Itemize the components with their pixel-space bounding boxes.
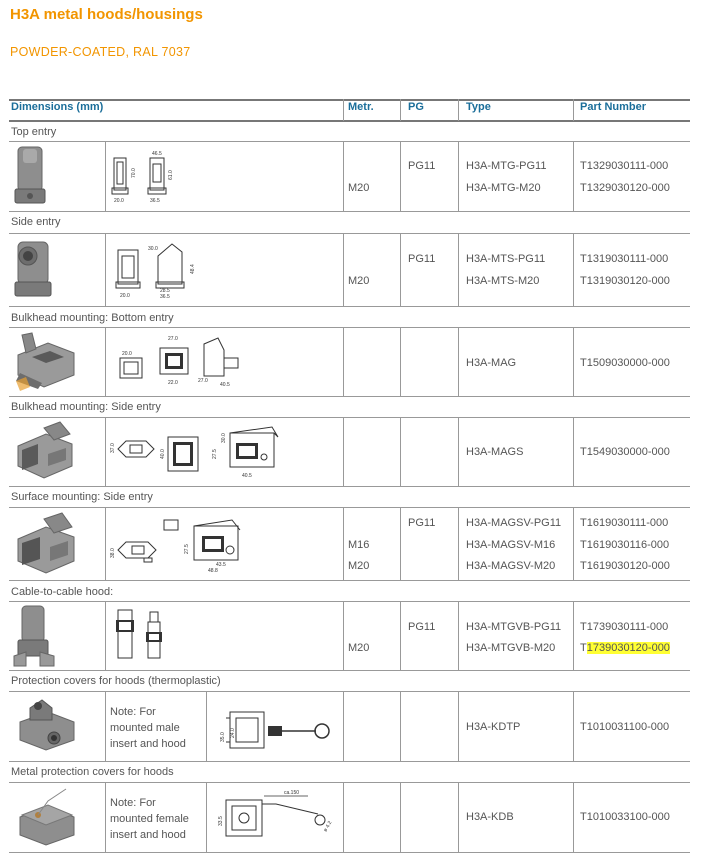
col-divider [400, 691, 401, 761]
metr-value: M20 [348, 182, 370, 194]
row-rule [9, 306, 690, 307]
dim-label: 27.0 [168, 336, 178, 342]
dim-label: 33.5 [218, 816, 224, 826]
header-pg: PG [408, 101, 424, 113]
type-value: H3A-MTG-PG11 [466, 160, 547, 172]
col-divider [458, 507, 459, 580]
col-divider [573, 233, 574, 306]
type-value: H3A-MAG [466, 357, 517, 369]
col-divider [206, 691, 207, 761]
hood-photo-side-entry [10, 238, 58, 302]
page-subtitle: POWDER-COATED, RAL 7037 [10, 45, 191, 59]
dim-label: 36.5 [150, 198, 160, 204]
type-value: H3A-MTGVB-M20 [466, 642, 556, 654]
hood-photo-top-entry [10, 145, 50, 207]
col-divider [343, 782, 344, 852]
col-divider [573, 417, 574, 486]
col-divider [400, 233, 401, 306]
part-number-value: T1619030111-000 [580, 517, 669, 529]
row-rule [9, 601, 690, 602]
dim-label: 20.0 [120, 293, 130, 299]
col-divider [573, 601, 574, 670]
section-title-protection-covers: Protection covers for hoods (thermoplastic) [11, 675, 221, 687]
col-divider [105, 782, 106, 852]
col-divider [573, 327, 574, 396]
metr-value: M16 [348, 539, 370, 551]
dim-label: 27.0 [198, 378, 208, 384]
part-number-value: T1739030111-000 [580, 621, 669, 633]
col-divider [105, 327, 106, 396]
dim-label: 20.0 [114, 198, 124, 204]
hood-photo-bulkhead-bottom [8, 331, 84, 393]
header-dimensions: Dimensions (mm) [11, 101, 104, 113]
section-title-top-entry: Top entry [11, 126, 57, 138]
col-divider [400, 782, 401, 852]
table-top-rule [9, 99, 690, 101]
col-divider [206, 782, 207, 852]
col-divider [400, 601, 401, 670]
dim-label: 48.8 [208, 568, 218, 574]
row-rule [9, 396, 690, 397]
part-number-value: T1619030120-000 [580, 560, 670, 572]
row-rule [9, 327, 690, 328]
col-divider [343, 417, 344, 486]
col-divider [458, 782, 459, 852]
col-divider [458, 601, 459, 670]
col-divider [573, 691, 574, 761]
part-number-value: T1329030111-000 [580, 160, 669, 172]
part-number-value: T1010033100-000 [580, 811, 670, 823]
table-bottom-rule [9, 852, 690, 853]
drawing-surface-side [112, 514, 262, 574]
dim-label: 27.5 [184, 544, 190, 554]
type-value: H3A-MTS-M20 [466, 275, 540, 287]
hood-photo-cable-to-cable [10, 604, 58, 668]
dim-label: 36.5 [160, 294, 170, 300]
part-number-value: T1010031100-000 [580, 721, 670, 733]
type-value: H3A-MTGVB-PG11 [466, 621, 562, 633]
type-value: H3A-MTS-PG11 [466, 253, 546, 265]
dim-label: 40.5 [220, 382, 230, 388]
section-title-cable-to-cable: Cable-to-cable hood: [11, 586, 114, 598]
col-divider [343, 141, 344, 211]
col-divider [343, 327, 344, 396]
header-type: Type [466, 101, 491, 113]
header-metr: Metr. [348, 101, 374, 113]
section-title-bulkhead-bottom: Bulkhead mounting: Bottom entry [11, 312, 174, 324]
row-rule [9, 211, 690, 212]
row-rule [9, 486, 690, 487]
col-divider [458, 99, 459, 121]
col-divider [573, 782, 574, 852]
col-divider [343, 99, 344, 121]
col-divider [458, 327, 459, 396]
header-rule [9, 120, 690, 122]
col-divider [400, 99, 401, 121]
col-divider [458, 141, 459, 211]
dim-label: 48.4 [190, 264, 196, 274]
col-divider [458, 233, 459, 306]
dim-label: ca.150 [284, 790, 300, 796]
row-rule [9, 761, 690, 762]
dim-label: 40.5 [242, 473, 252, 479]
row-rule [9, 670, 690, 671]
dim-label: 46.5 [152, 151, 162, 157]
section-title-surface-side: Surface mounting: Side entry [11, 491, 153, 503]
row-rule [9, 141, 690, 142]
note-line: Note: For [110, 706, 156, 718]
metr-value: M20 [348, 642, 370, 654]
page-title: H3A metal hoods/housings [10, 6, 203, 23]
type-value: H3A-KDB [466, 811, 514, 823]
hood-photo-surface-side [8, 511, 86, 577]
part-number-value: T1319030111-000 [580, 253, 669, 265]
type-value: H3A-MAGSV-M20 [466, 560, 556, 572]
col-divider [105, 507, 106, 580]
dim-label: 61.0 [168, 170, 174, 180]
col-divider [343, 601, 344, 670]
part-number-value: T1329030120-000 [580, 182, 670, 194]
dim-label: 24.0 [230, 728, 236, 738]
row-rule [9, 233, 690, 234]
dim-label: 22.0 [168, 380, 178, 386]
hood-photo-bulkhead-side [8, 420, 84, 482]
drawing-cable-to-cable [112, 606, 172, 666]
header-part-number: Part Number [580, 101, 647, 113]
row-rule [9, 507, 690, 508]
part-number-value: T1319030120-000 [580, 275, 670, 287]
col-divider [573, 507, 574, 580]
drawing-protection-cover [212, 698, 338, 756]
cover-photo-thermoplastic [8, 694, 84, 756]
pg-value: PG11 [408, 621, 436, 633]
drawing-top-entry [110, 150, 180, 205]
col-divider [400, 141, 401, 211]
dim-label: 30.0 [221, 433, 227, 443]
col-divider [343, 507, 344, 580]
note-line: mounted female [110, 813, 189, 825]
section-title-bulkhead-side: Bulkhead mounting: Side entry [11, 401, 161, 413]
row-rule [9, 417, 690, 418]
metr-value: M20 [348, 560, 370, 572]
type-value: H3A-MAGS [466, 446, 524, 458]
drawing-side-entry [110, 240, 200, 300]
drawing-metal-cover [212, 788, 340, 850]
col-divider [343, 233, 344, 306]
dim-label: ø 4.2 [322, 820, 334, 833]
note-female-insert [110, 795, 189, 843]
section-title-metal-covers: Metal protection covers for hoods [11, 766, 174, 778]
note-line: insert and hood [110, 738, 186, 750]
col-divider [400, 417, 401, 486]
col-divider [458, 691, 459, 761]
col-divider [105, 141, 106, 211]
part-number-value: T1509030000-000 [580, 357, 670, 369]
type-value: H3A-KDTP [466, 721, 521, 733]
type-value: H3A-MAGSV-PG11 [466, 517, 562, 529]
highlighted-text: 1739030120-000 [586, 642, 670, 654]
metr-value: M20 [348, 275, 370, 287]
part-number-prefix: T [580, 642, 587, 654]
cover-photo-metal [8, 785, 84, 849]
col-divider [105, 417, 106, 486]
row-rule [9, 782, 690, 783]
section-title-side-entry: Side entry [11, 216, 61, 228]
note-male-insert [110, 704, 186, 752]
dim-label: 20.0 [122, 351, 132, 357]
part-number-highlighted [580, 643, 670, 654]
col-divider [105, 233, 106, 306]
pg-value: PG11 [408, 160, 436, 172]
dim-label: 37.0 [110, 443, 116, 453]
drawing-bulkhead-side [112, 423, 292, 481]
col-divider [105, 691, 106, 761]
dim-label: 40.0 [160, 449, 166, 459]
drawing-bulkhead-bottom [112, 332, 247, 390]
row-rule [9, 691, 690, 692]
note-line: mounted male [110, 722, 180, 734]
dim-label: 38.0 [110, 548, 116, 558]
pg-value: PG11 [408, 253, 436, 265]
pg-value: PG11 [408, 517, 436, 529]
dim-label: 70.0 [131, 168, 137, 178]
note-line: Note: For [110, 797, 156, 809]
dim-label: 35.0 [220, 732, 226, 742]
col-divider [573, 99, 574, 121]
col-divider [573, 141, 574, 211]
col-divider [105, 601, 106, 670]
dim-label: 28.5 [160, 288, 170, 294]
part-number-value: T1549030000-000 [580, 446, 670, 458]
type-value: H3A-MAGSV-M16 [466, 539, 556, 551]
dim-label: 27.5 [212, 449, 218, 459]
col-divider [400, 327, 401, 396]
note-line: insert and hood [110, 829, 186, 841]
col-divider [458, 417, 459, 486]
dim-label: 43.5 [216, 562, 226, 568]
col-divider [343, 691, 344, 761]
part-number-value: T1619030116-000 [580, 539, 670, 551]
dim-label: 30.0 [148, 246, 158, 252]
row-rule [9, 580, 690, 581]
type-value: H3A-MTG-M20 [466, 182, 541, 194]
col-divider [400, 507, 401, 580]
